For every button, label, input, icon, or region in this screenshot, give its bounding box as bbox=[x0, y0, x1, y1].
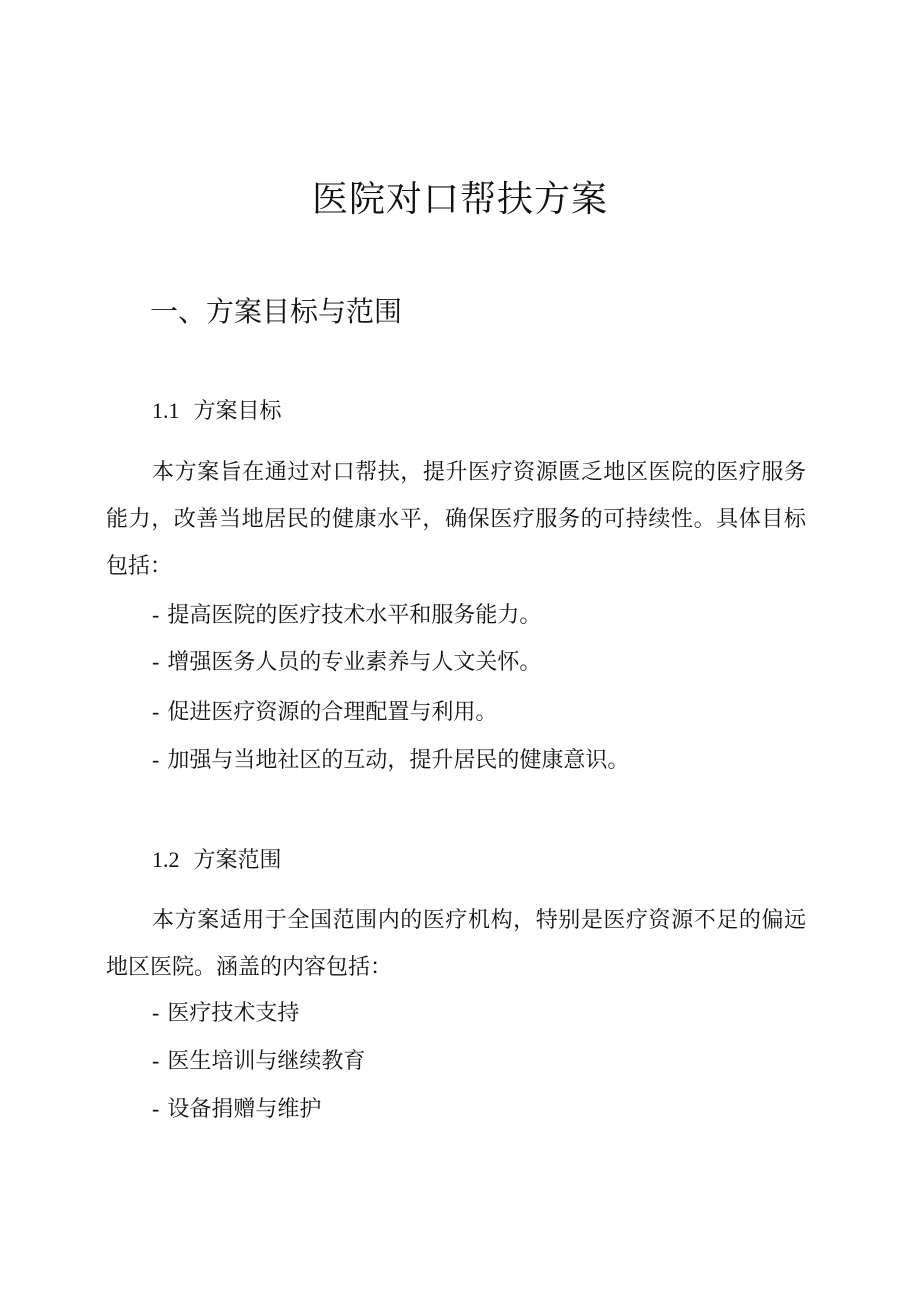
bullet-dash: - bbox=[152, 1048, 160, 1073]
list-item-text: 医疗技术支持 bbox=[167, 1000, 300, 1025]
list-item-text: 设备捐赠与维护 bbox=[167, 1096, 322, 1121]
subsection-heading-scope bbox=[152, 843, 282, 877]
subsection-title: 方案目标 bbox=[193, 398, 282, 423]
list-item bbox=[152, 996, 299, 1030]
bullet-dash: - bbox=[152, 747, 160, 772]
list-item bbox=[152, 1044, 365, 1078]
section-heading: 一、方案目标与范围 bbox=[150, 295, 403, 328]
list-item bbox=[152, 598, 541, 632]
bullet-dash: - bbox=[152, 1000, 160, 1025]
bullet-dash: - bbox=[152, 649, 160, 674]
list-item-text: 加强与当地社区的互动，提升居民的健康意识。 bbox=[167, 747, 630, 772]
list-item-text: 增强医务人员的专业素养与人文关怀。 bbox=[167, 649, 542, 674]
subsection-title: 方案范围 bbox=[193, 847, 282, 872]
list-item bbox=[152, 743, 629, 777]
bullet-dash: - bbox=[152, 602, 160, 627]
list-item bbox=[152, 645, 541, 679]
list-item bbox=[152, 1092, 321, 1126]
subsection-number: 1.1 bbox=[152, 398, 180, 423]
list-item-text: 提高医院的医疗技术水平和服务能力。 bbox=[167, 602, 542, 627]
goals-paragraph: 本方案旨在通过对口帮扶，提升医疗资源匮乏地区医院的医疗服务能力，改善当地居民的健康水平，确保医疗服务的可持续性。具体目标包括： bbox=[106, 459, 806, 578]
subsection-number: 1.2 bbox=[152, 847, 180, 872]
list-item bbox=[152, 695, 497, 729]
list-item-text: 促进医疗资源的合理配置与利用。 bbox=[167, 699, 498, 724]
bullet-dash: - bbox=[152, 699, 160, 724]
document-title: 医院对口帮扶方案 bbox=[311, 179, 608, 220]
scope-paragraph: 本方案适用于全国范围内的医疗机构，特别是医疗资源不足的偏远地区医院。涵盖的内容包括： bbox=[106, 907, 806, 979]
bullet-dash: - bbox=[152, 1096, 160, 1121]
list-item-text: 医生培训与继续教育 bbox=[167, 1048, 366, 1073]
subsection-heading-goals bbox=[152, 394, 282, 428]
